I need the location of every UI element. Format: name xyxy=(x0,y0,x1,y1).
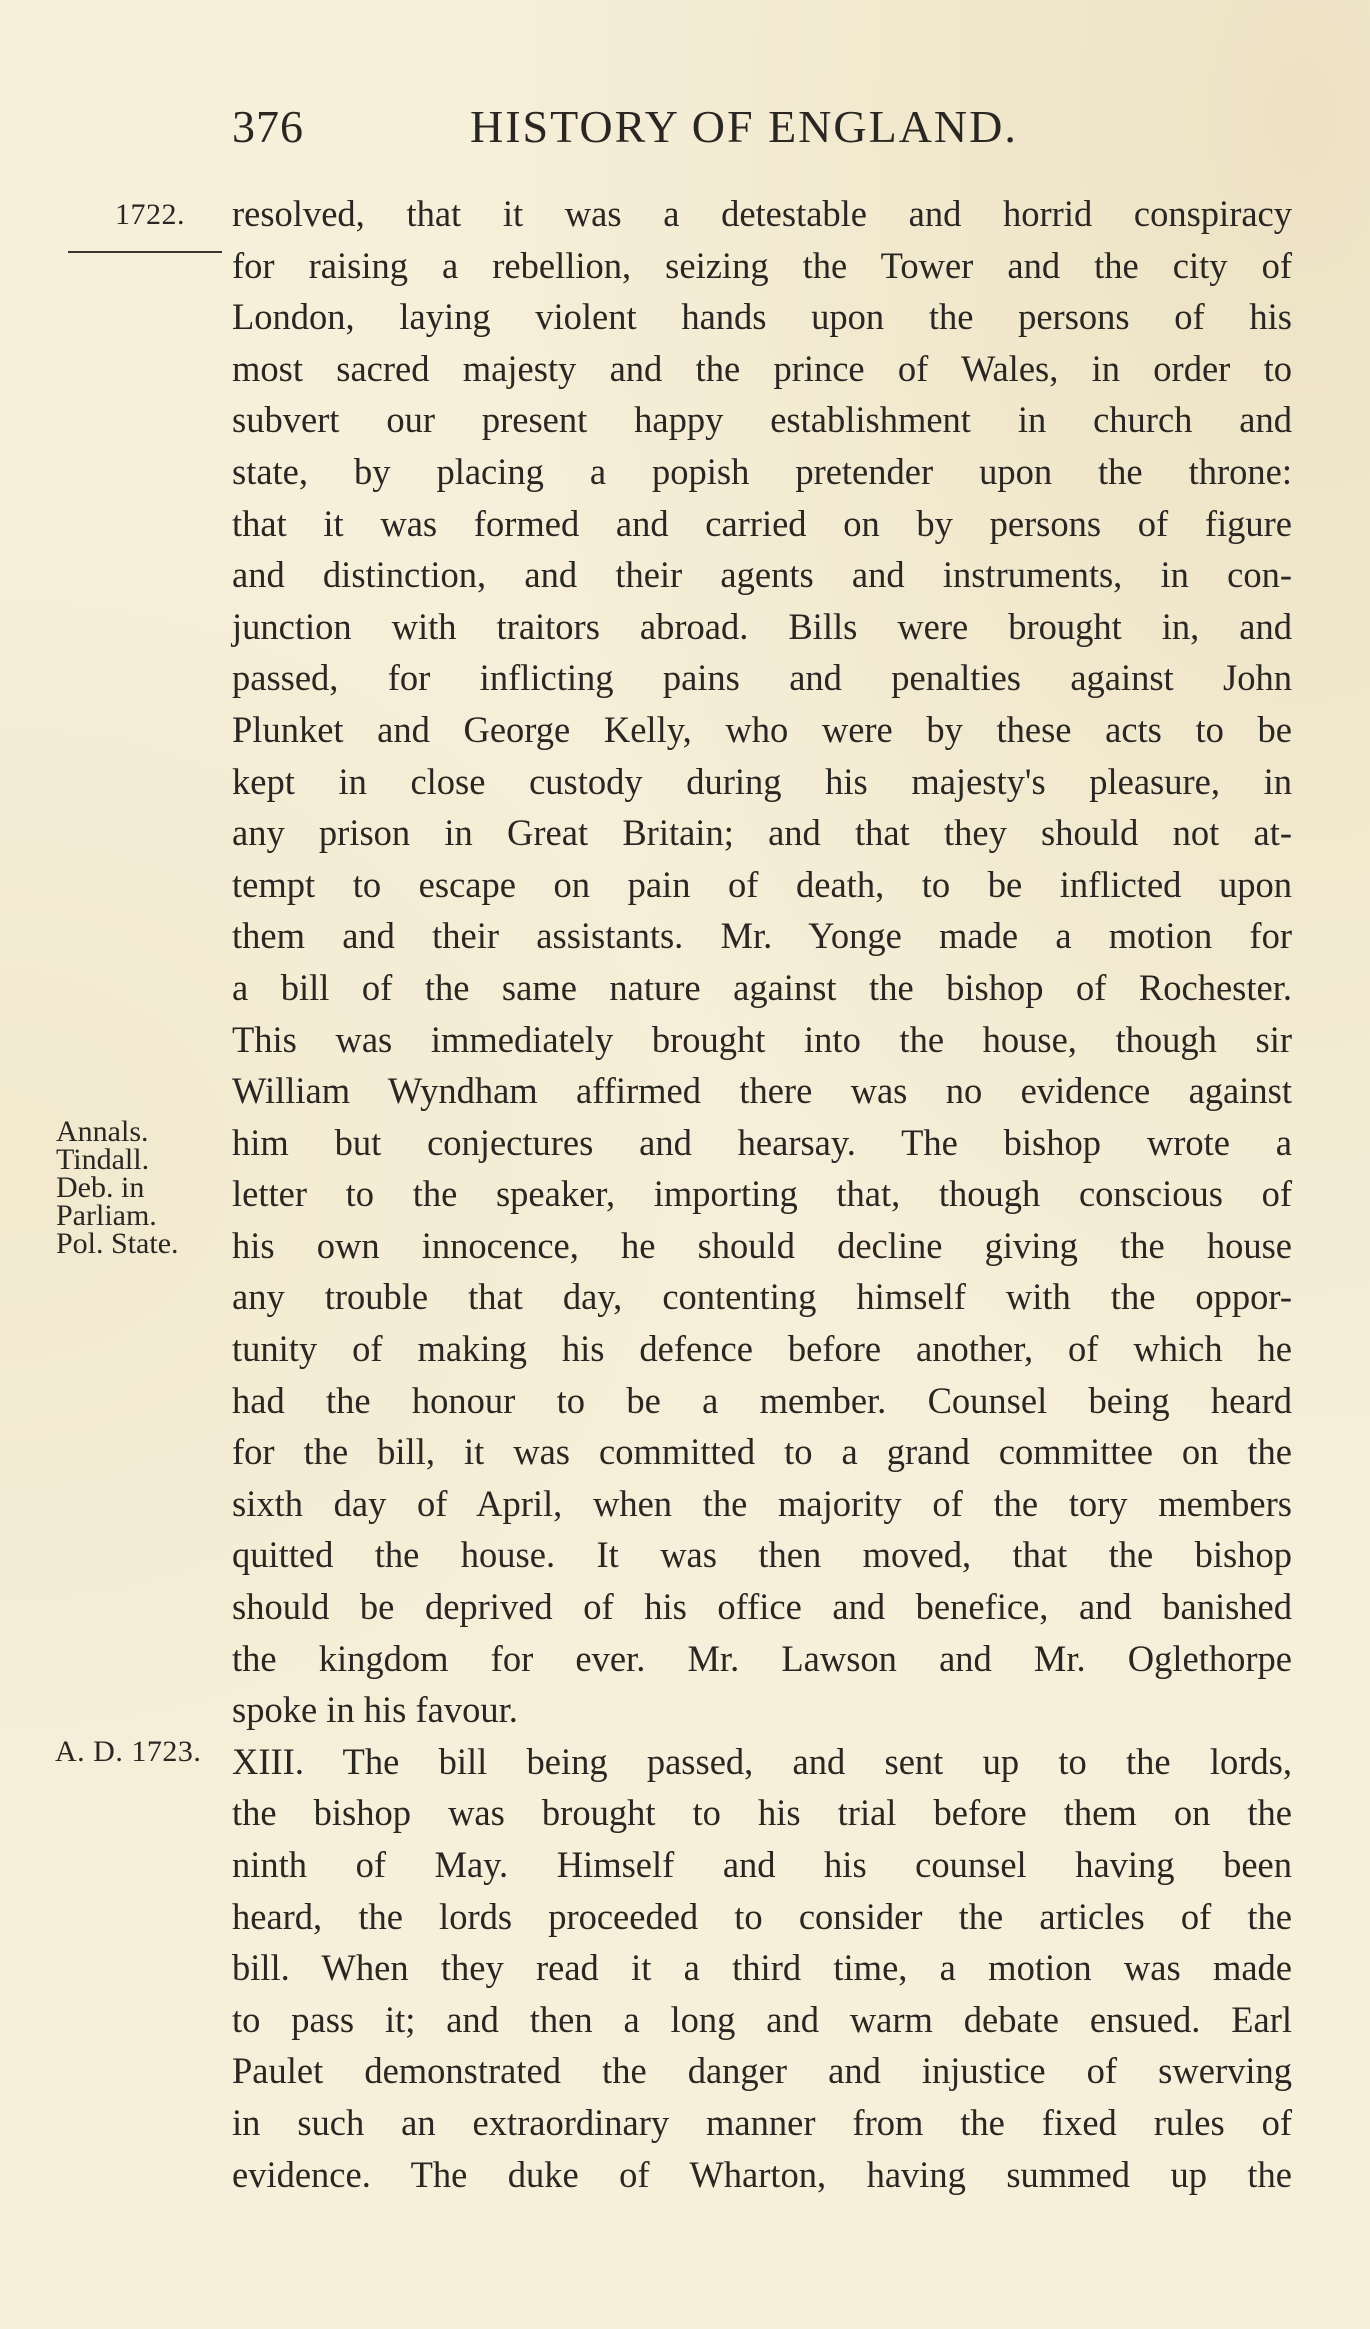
margin-source: Annals. xyxy=(56,1115,149,1148)
text-line: spoke in his favour. xyxy=(232,1689,518,1731)
margin-year-1722: 1722. xyxy=(115,198,185,231)
text-line: to pass it; and then a long and warm debate ensued. Earl xyxy=(232,1998,1292,2040)
text-line: tempt to escape on pain of death, to be inflicted upon xyxy=(232,863,1292,905)
margin-source: Pol. State. xyxy=(56,1227,179,1260)
text-line: the bishop was brought to his trial before them on the xyxy=(232,1792,1292,1834)
running-title: HISTORY OF ENGLAND. xyxy=(470,101,1018,152)
text-line: his own innocence, he should decline giving the house xyxy=(232,1224,1292,1266)
text-line: passed, for inflicting pains and penalties against John xyxy=(232,657,1292,699)
text-line: any trouble that day, contenting himself with the oppor- xyxy=(232,1276,1292,1318)
text-line: ninth of May. Himself and his counsel having been xyxy=(232,1844,1292,1885)
margin-year-1723: A. D. 1723. xyxy=(55,1735,202,1768)
text-line: any prison in Great Britain; and that they should not at- xyxy=(232,812,1292,854)
page-number: 376 xyxy=(232,101,304,152)
text-line: junction with traitors abroad. Bills were brought in, and xyxy=(232,605,1292,647)
text-line: that it was formed and carried on by persons of figure xyxy=(232,502,1292,544)
text-line: quitted the house. It was then moved, that the bishop xyxy=(232,1534,1292,1576)
text-line: William Wyndham affirmed there was no evidence against xyxy=(232,1070,1292,1112)
text-line: tunity of making his defence before another, of which he xyxy=(232,1328,1292,1370)
text-line: subvert our present happy establishment in church and xyxy=(232,399,1292,441)
text-line: bill. When they read it a third time, a motion was made xyxy=(232,1947,1292,1989)
text-line: evidence. The duke of Wharton, having summed up the xyxy=(232,2153,1292,2195)
text-line: for raising a rebellion, seizing the Tower and the city of xyxy=(232,244,1292,286)
text-line: the kingdom for ever. Mr. Lawson and Mr. Oglethorpe xyxy=(232,1637,1292,1679)
text-line: and distinction, and their agents and instruments, in con- xyxy=(232,554,1292,596)
text-line: letter to the speaker, importing that, though conscious of xyxy=(232,1173,1292,1215)
text-line: kept in close custody during his majesty's pleasure, in xyxy=(232,760,1292,802)
margin-rule xyxy=(68,251,222,253)
margin-sources-note xyxy=(56,1115,236,1260)
text-line: resolved, that it was a detestable and horrid conspiracy xyxy=(232,193,1292,234)
text-line: a bill of the same nature against the bishop of Rochester. xyxy=(232,966,1292,1008)
text-line: heard, the lords proceeded to consider the articles of the xyxy=(232,1895,1292,1937)
margin-source: Tindall. xyxy=(56,1143,150,1176)
text-line: London, laying violent hands upon the persons of his xyxy=(232,296,1292,338)
text-line: had the honour to be a member. Counsel being heard xyxy=(232,1379,1292,1421)
text-line: most sacred majesty and the prince of Wales, in order to xyxy=(232,347,1292,389)
text-line: state, by placing a popish pretender upon the throne: xyxy=(232,450,1292,492)
text-line: for the bill, it was committed to a grand committee on the xyxy=(232,1431,1292,1473)
text-line: Plunket and George Kelly, who were by these acts to be xyxy=(232,708,1292,750)
text-line: XIII. The bill being passed, and sent up to the lords, xyxy=(232,1740,1292,1782)
text-line: in such an extraordinary manner from the fixed rules of xyxy=(232,2101,1292,2143)
body-text xyxy=(232,188,1292,2200)
text-line: Paulet demonstrated the danger and injustice of swerving xyxy=(232,2050,1292,2092)
margin-source: Deb. in xyxy=(56,1171,145,1204)
text-line: should be deprived of his office and benefice, and banished xyxy=(232,1586,1292,1628)
margin-source: Parliam. xyxy=(56,1199,157,1232)
text-line: This was immediately brought into the house, though sir xyxy=(232,1018,1292,1060)
running-head xyxy=(232,100,1072,160)
text-line: them and their assistants. Mr. Yonge made a motion for xyxy=(232,915,1292,957)
text-line: him but conjectures and hearsay. The bishop wrote a xyxy=(232,1121,1292,1163)
text-line: sixth day of April, when the majority of the tory members xyxy=(232,1482,1292,1524)
